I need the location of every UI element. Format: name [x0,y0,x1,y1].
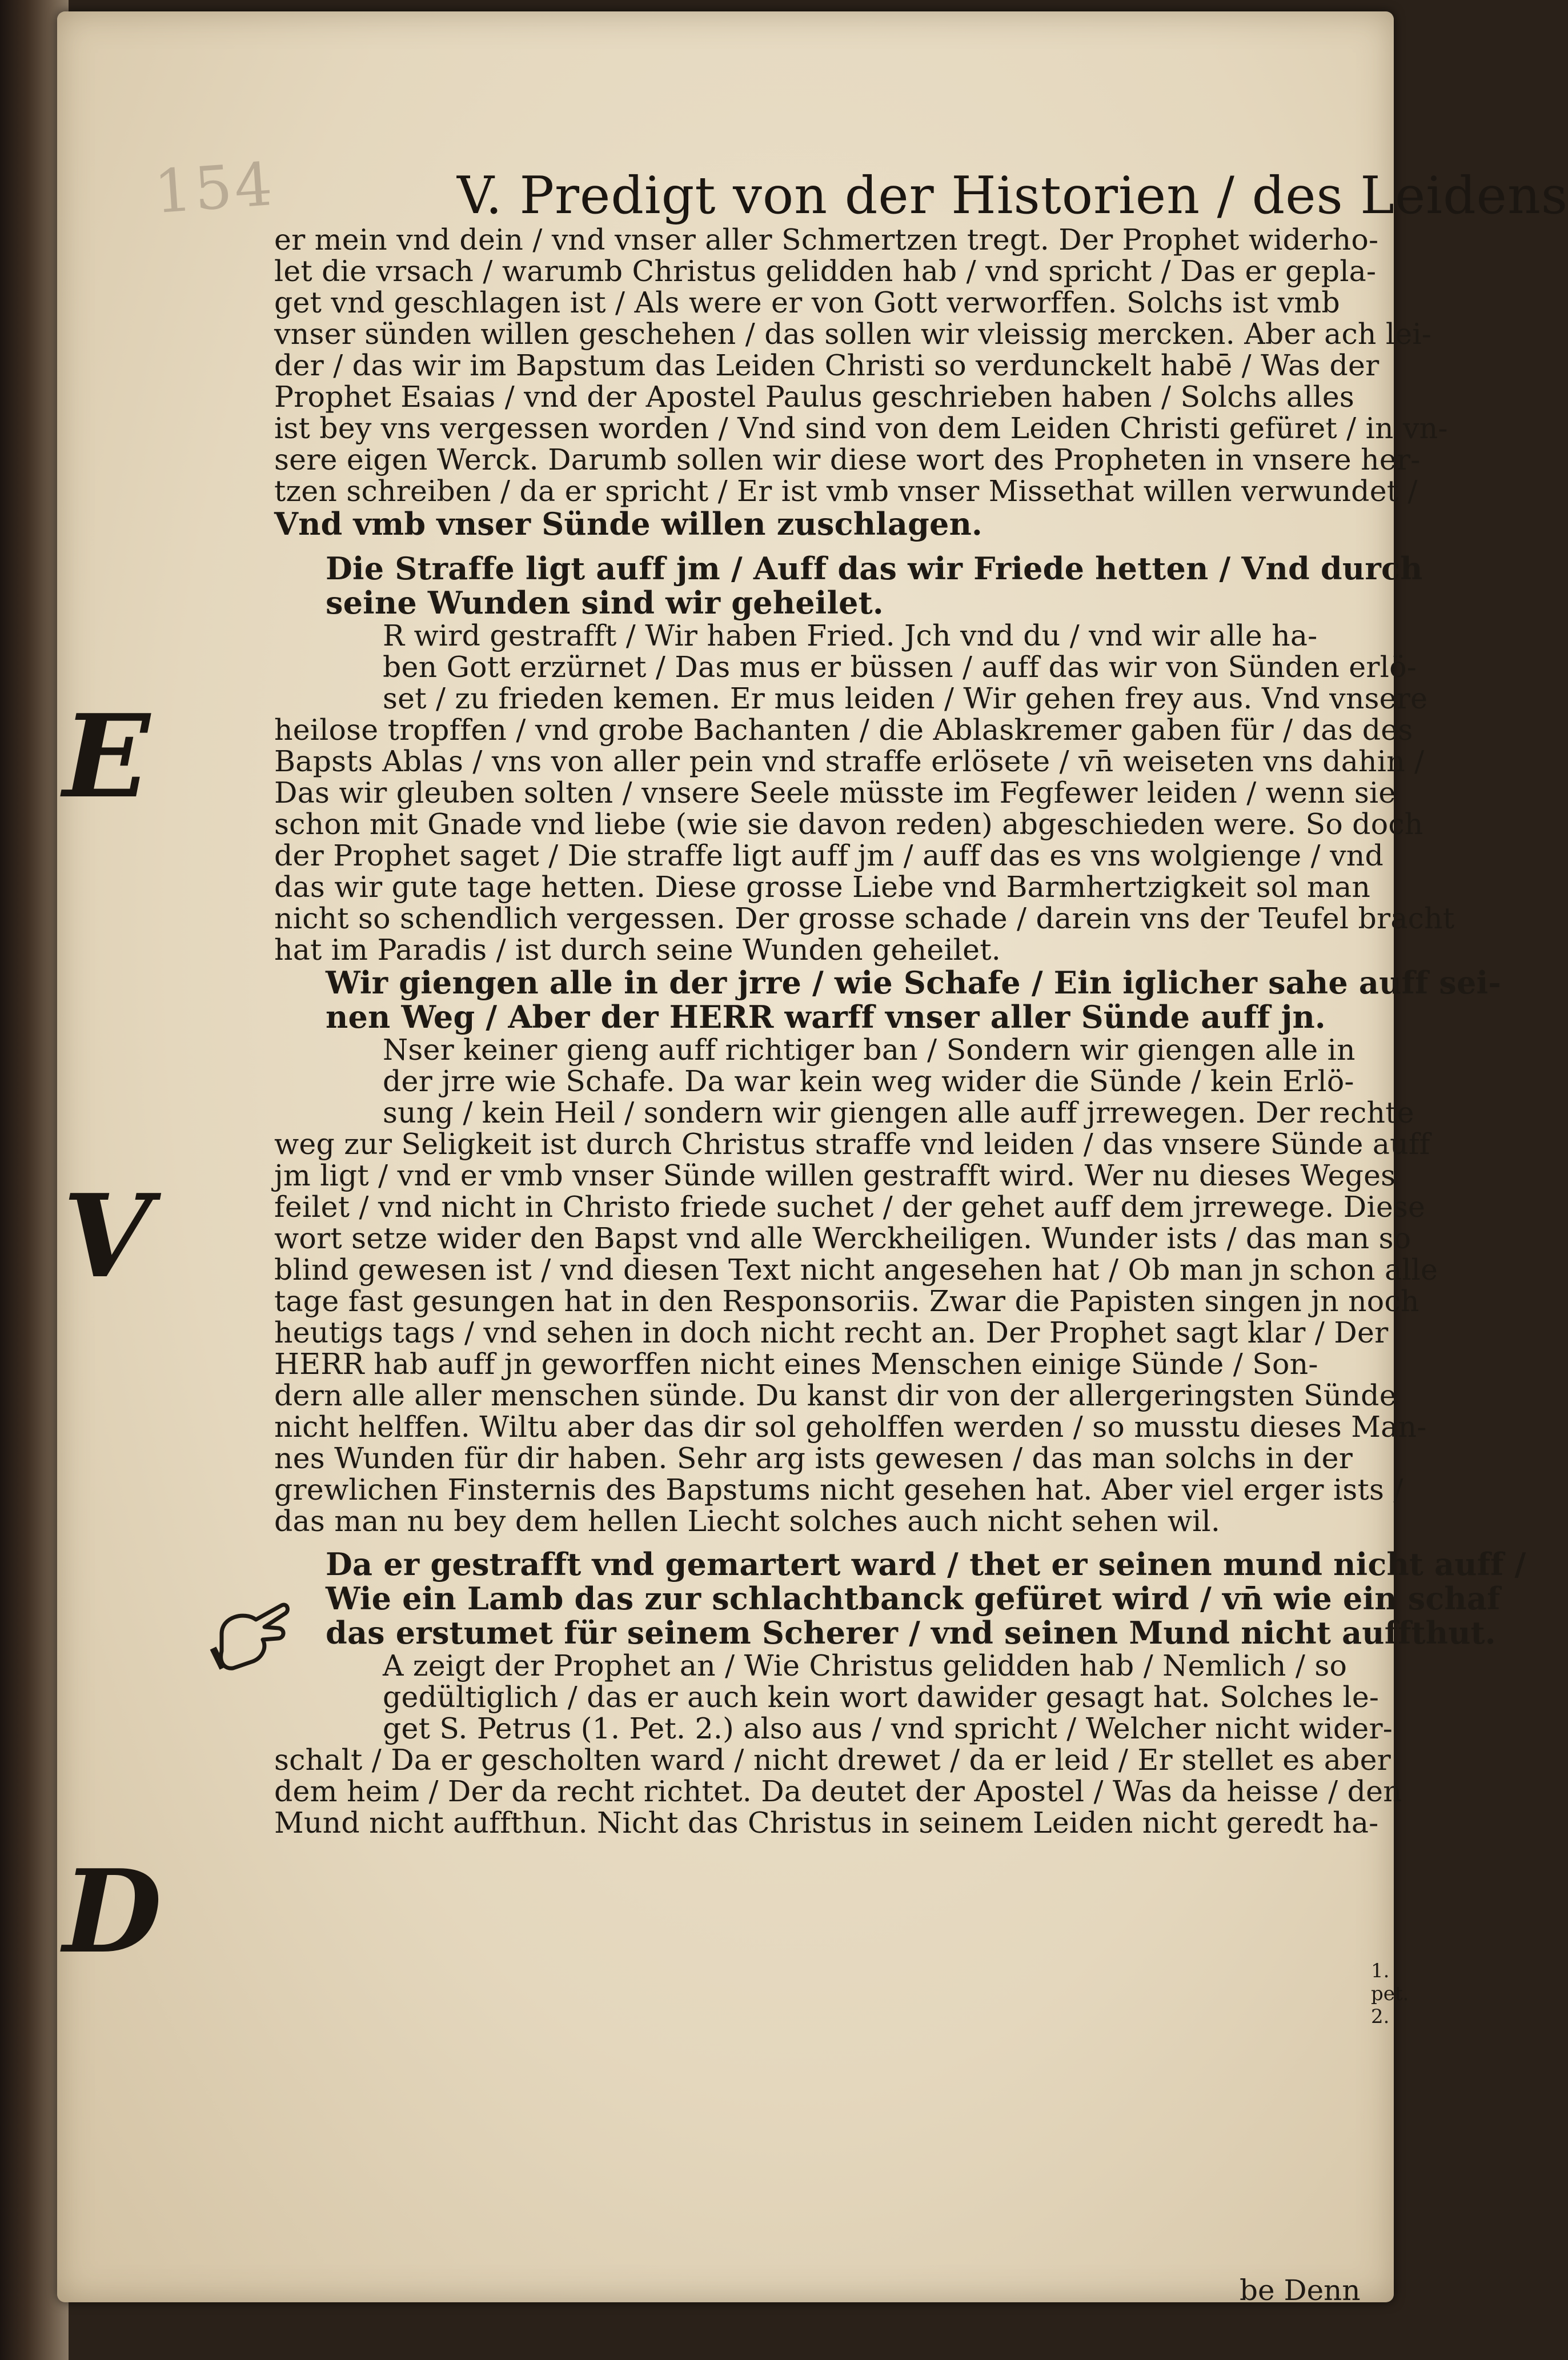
text-line: Mund nicht auffthun. Nicht das Christus in seinem Leiden nicht geredt ha- [274,1806,1379,1840]
text-line: sung / kein Heil / sondern wir giengen alle auff jrrewegen. Der rechte [383,1096,1414,1129]
text-line: hat im Paradis / ist durch seine Wunden geheilet. [274,933,1001,967]
text-line: wort setze wider den Bapst vnd alle Werckheiligen. Wunder ists / das man so [274,1221,1411,1255]
text-line: ist bey vns vergessen worden / Vnd sind von dem Leiden Christi gefüret / in vn- [274,411,1448,445]
text-line: Wie ein Lamb das zur schlachtbanck gefüret wird / vn̄ wie ein schaf [326,1580,1501,1617]
text-line: sere eigen Werck. Darumb sollen wir diese wort des Propheten in vnsere her- [274,443,1421,476]
text-line: seine Wunden sind wir geheilet. [326,584,884,621]
text-line: der jrre wie Schafe. Da war kein weg wider die Sünde / kein Erlö- [383,1064,1354,1098]
text-block [274,223,1526,1840]
text-line: Wir giengen alle in der jrre / wie Schafe / Ein iglicher sahe auff sei- [326,964,1501,1001]
drop-initial-d: D [63,1845,162,1979]
text-line: das man nu bey dem hellen Liecht solches auch nicht sehen wil. [274,1504,1221,1538]
text-line: let die vrsach / warumb Christus gelidden hab / vnd spricht / Das er gepla- [274,254,1377,288]
text-line: A zeigt der Prophet an / Wie Christus gelidden hab / Nemlich / so [383,1649,1348,1682]
text-line: get vnd geschlagen ist / Als were er von Gott verworffen. Solchs ist vmb [274,286,1340,319]
text-line: Prophet Esaias / vnd der Apostel Paulus geschrieben haben / Solchs alles [274,380,1355,414]
text-line: HERR hab auff jn geworffen nicht eines Menschen einige Sünde / Son- [274,1347,1318,1381]
paragraph-prose [274,1649,1402,1840]
text-line: feilet / vnd nicht in Christo friede suchet / der gehet auff dem jrrewege. Diese [274,1190,1426,1224]
scripture-quote [274,964,1501,1035]
text-line: Die Straffe ligt auff jm / Auff das wir Friede hetten / Vnd durch [326,550,1423,587]
text-line: Nser keiner gieng auff richtiger ban / Sondern wir giengen alle in [383,1033,1356,1067]
text-line: nen Weg / Aber der HERR warff vnser aller Sünde auff jn. [326,999,1326,1035]
text-line: Vnd vmb vnser Sünde willen zuschlagen. [274,506,983,542]
paragraph-prose [274,223,1448,542]
text-line: nicht so schendlich vergessen. Der grosse schade / darein vns der Teufel bracht [274,901,1455,935]
text-line: dern alle aller menschen sünde. Du kanst dir von der allergeringsten Sünde [274,1379,1397,1412]
text-line: tage fast gesungen hat in den Responsoriis. Zwar die Papisten singen jn noch [274,1284,1419,1318]
text-line: blind gewesen ist / vnd diesen Text nicht angesehen hat / Ob man jn schon alle [274,1253,1438,1287]
text-line: grewlichen Finsternis des Bapstums nicht gesehen hat. Aber viel erger ists / [274,1473,1403,1506]
text-line: gedültiglich / das er auch kein wort dawider gesagt hat. Solches le- [383,1680,1379,1714]
text-line: heilose tropffen / vnd grobe Bachanten / die Ablaskremer gaben für / das des [274,713,1413,747]
text-line: der Prophet saget / Die straffe ligt auff jm / auff das es vns wolgienge / vnd [274,839,1384,872]
text-line: Da er gestrafft vnd gemartert ward / thet er seinen mund nicht auff / [326,1546,1526,1582]
paragraph-prose [274,1033,1438,1538]
text-line: der / das wir im Bapstum das Leiden Christi so verdunckelt habē / Was der [274,348,1379,382]
drop-initial-v: V [63,1169,152,1304]
margin-note: 1. pet. 2. [1371,1960,1409,2028]
text-line: set / zu frieden kemen. Er mus leiden / Wir gehen frey aus. Vnd vnsere [383,682,1428,715]
text-line: nicht helffen. Wiltu aber das dir sol geholffen werden / so musstu dieses Man- [274,1410,1427,1444]
text-line: get S. Petrus (1. Pet. 2.) also aus / vnd spricht / Welcher nicht wider- [383,1712,1393,1745]
text-line: tzen schreiben / da er spricht / Er ist vmb vnser Missethat willen verwundet / [274,474,1418,508]
text-line: das wir gute tage hetten. Diese grosse Liebe vnd Barmhertzigkeit sol man [274,870,1371,904]
text-line: Bapsts Ablas / vns von aller pein vnd straffe erlösete / vn̄ weiseten vns dahin / [274,744,1425,778]
folio-number: 154 [152,149,277,227]
catchword: be Denn [1240,2274,1361,2307]
text-line: schalt / Da er gescholten ward / nicht drewet / da er leid / Er stellet es aber [274,1743,1391,1777]
text-line: Das wir gleuben solten / vnsere Seele müsste im Fegfewer leiden / wenn sie [274,776,1396,810]
text-line: R wird gestrafft / Wir haben Fried. Jch vnd du / vnd wir alle ha- [383,619,1318,652]
text-line: nes Wunden für dir haben. Sehr arg ists gewesen / das man solchs in der [274,1441,1353,1475]
scripture-quote [274,1546,1526,1651]
scripture-quote [274,550,1423,621]
running-head: V. Predigt von der Historien / des Leidens [457,166,1568,226]
text-line: weg zur Seligkeit ist durch Christus straffe vnd leiden / das vnsere Sünde auff [274,1127,1430,1161]
text-line: vnser sünden willen geschehen / das sollen wir vleissig mercken. Aber ach lei- [274,317,1431,351]
text-line: heutigs tags / vnd sehen in doch nicht recht an. Der Prophet sagt klar / Der [274,1316,1389,1349]
text-line: dem heim / Der da recht richtet. Da deutet der Apostel / Was da heisse / den [274,1774,1402,1808]
text-line: jm ligt / vnd er vmb vnser Sünde willen gestrafft wird. Wer nu dieses Weges [274,1159,1396,1192]
text-line: das erstumet für seinem Scherer / vnd seinen Mund nicht auffthut. [326,1614,1496,1651]
drop-initial-e: E [63,690,150,824]
text-line: schon mit Gnade vnd liebe (wie sie davon reden) abgeschieden were. So doch [274,807,1423,841]
text-line: ben Gott erzürnet / Das mus er büssen / auff das wir von Sünden erlö- [383,650,1417,684]
text-line: er mein vnd dein / vnd vnser aller Schmertzen tregt. Der Prophet widerho- [274,223,1379,257]
paragraph-prose [274,619,1455,967]
